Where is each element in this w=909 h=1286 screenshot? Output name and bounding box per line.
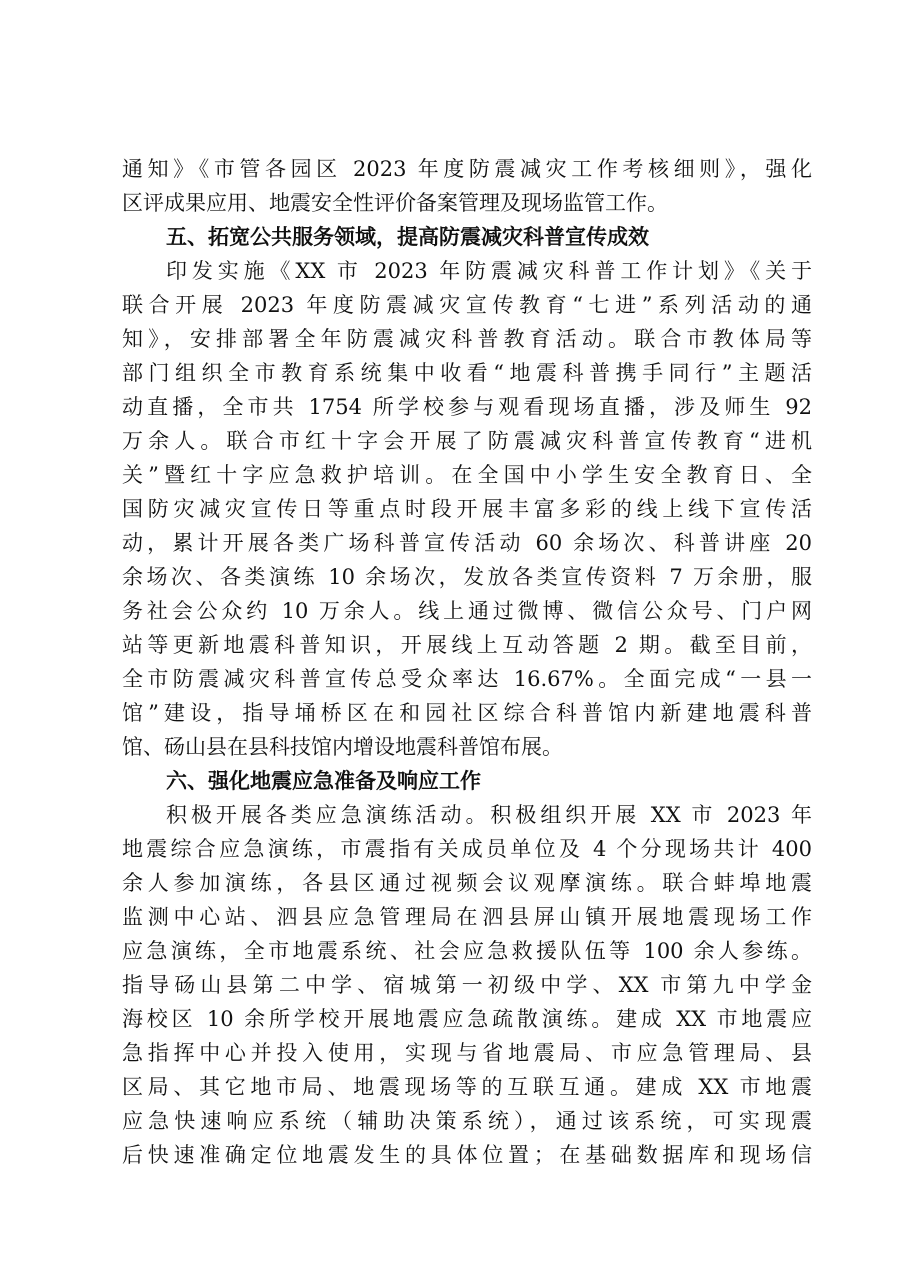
text-line: 急指挥中心并投入使用，实现与省地震局、市应急管理局、县 [122, 1041, 812, 1065]
text-line: 余场次、各类演练 10 余场次，发放各类宣传资料 7 万余册，服 [122, 565, 812, 589]
text-line: 国防灾减灾宣传日等重点时段开展丰富多彩的线上线下宣传活 [122, 497, 812, 521]
paragraph-section-5 [122, 254, 812, 764]
section-heading-5: 五、拓宽公共服务领域，提高防震减灾科普宣传成效 [166, 225, 649, 249]
text-line: 知》，安排部署全年防震减灾科普教育活动。联合市教体局等 [122, 327, 812, 351]
text-line: 全市防震减灾科普宣传总受众率达 16.67%。全面完成“一县一 [122, 667, 812, 691]
text-line: 地震综合应急演练，市震指有关成员单位及 4 个分现场共计 400 [122, 837, 812, 861]
text-line: 印发实施《XX 市 2023 年防震减灾科普工作计划》《关于 [166, 259, 812, 283]
text-line: 通知》《市管各园区 2023 年度防震减灾工作考核细则》，强化 [122, 157, 812, 181]
section-heading-6: 六、强化地震应急准备及响应工作 [166, 769, 481, 793]
text-line: 监测中心站、泗县应急管理局在泗县屏山镇开展地震现场工作 [122, 905, 812, 929]
text-line: 区评成果应用、地震安全性评价备案管理及现场监管工作。 [122, 191, 668, 215]
text-line: 积极开展各类应急演练活动。积极组织开展 XX 市 2023 年 [166, 803, 812, 827]
text-line: 余人参加演练，各县区通过视频会议观摩演练。联合蚌埠地震 [122, 871, 812, 895]
paragraph-intro [122, 152, 812, 220]
paragraph-section-6 [122, 798, 812, 1172]
text-line: 务社会公众约 10 万余人。线上通过微博、微信公众号、门户网 [122, 599, 812, 623]
text-line: 动，累计开展各类广场科普宣传活动 60 余场次、科普讲座 20 [122, 531, 812, 555]
text-line: 应急快速响应系统（辅助决策系统），通过该系统，可实现震 [122, 1109, 812, 1133]
text-line: 应急演练，全市地震系统、社会应急救援队伍等 100 余人参练。 [122, 939, 812, 963]
text-line: 馆、砀山县在县科技馆内增设地震科普馆布展。 [122, 735, 563, 759]
text-line: 海校区 10 余所学校开展地震应急疏散演练。建成 XX 市地震应 [122, 1007, 812, 1031]
text-line: 部门组织全市教育系统集中收看“地震科普携手同行”主题活 [122, 361, 812, 385]
document-body [122, 152, 812, 1172]
text-line: 联合开展 2023 年度防震减灾宣传教育“七进”系列活动的通 [122, 293, 812, 317]
text-line: 关”暨红十字应急救护培训。在全国中小学生安全教育日、全 [122, 463, 812, 487]
text-line: 万余人。联合市红十字会开展了防震减灾科普宣传教育“进机 [122, 429, 812, 453]
text-line: 后快速准确定位地震发生的具体位置；在基础数据库和现场信 [122, 1143, 812, 1167]
text-line: 馆”建设，指导埇桥区在和园社区综合科普馆内新建地震科普 [122, 701, 812, 725]
text-line: 站等更新地震科普知识，开展线上互动答题 2 期。截至目前， [122, 633, 812, 657]
text-line: 区局、其它地市局、地震现场等的互联互通。建成 XX 市地震 [122, 1075, 812, 1099]
text-line: 指导砀山县第二中学、宿城第一初级中学、XX 市第九中学金 [122, 973, 812, 997]
text-line: 动直播，全市共 1754 所学校参与观看现场直播，涉及师生 92 [122, 395, 812, 419]
